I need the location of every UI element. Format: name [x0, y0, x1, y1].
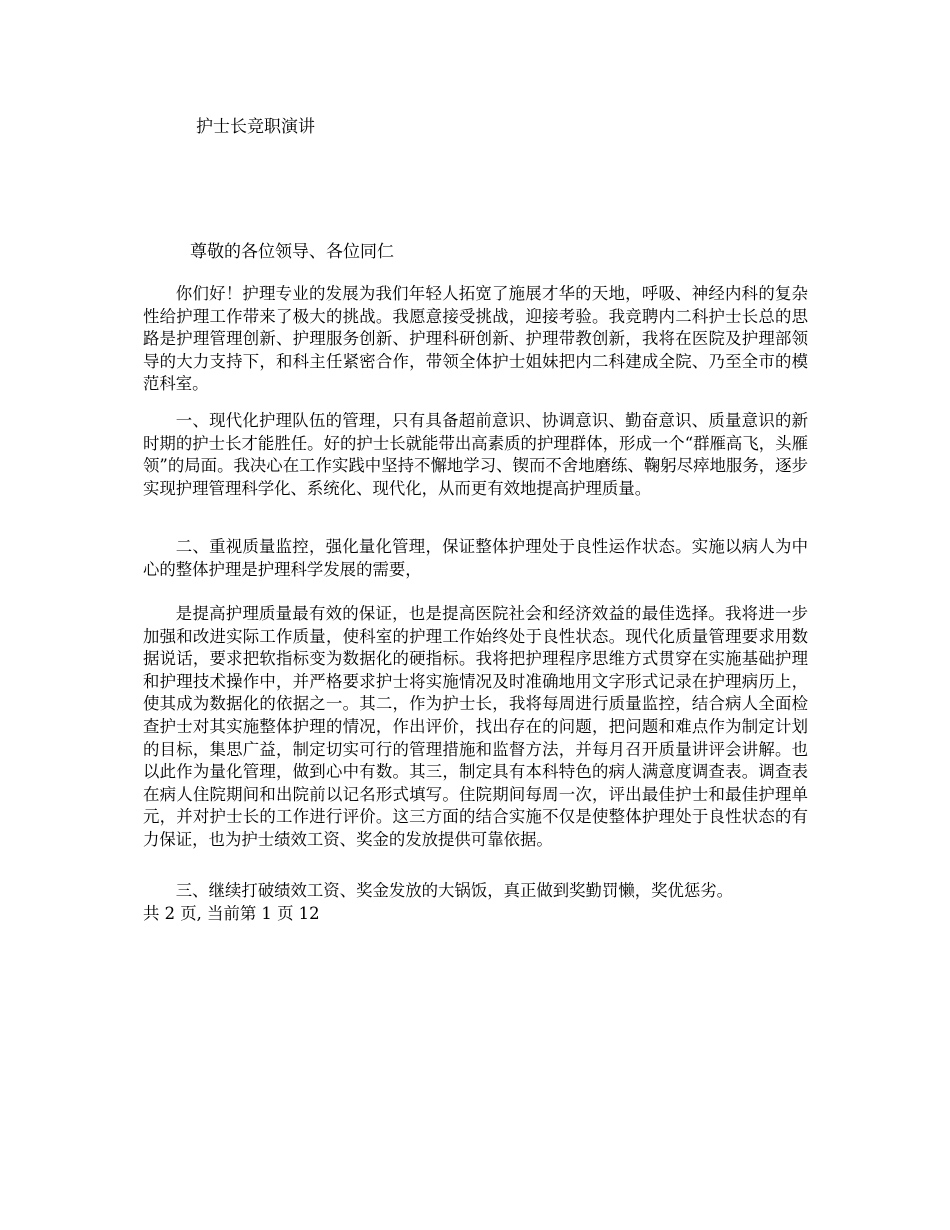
paragraph-quality-details: 是提高护理质量最有效的保证，也是提高医院社会和经济效益的最佳选择。我将进一步加强和改进实际工作质量，使科室的护理工作始终处于良性状态。现代化质量管理要求用数据说话，要求把软指标变为数据化的硬指标。我将把护理程序思维方式贯穿在实施基础护理和护理技术操作中，并严格要求护士将实施情况及时准确地用文字形式记录在护理病历上，使其成为数据化的依据之一。其二，作为护士长，我将每周进行质量监控，结合病人全面检查护士对其实施整体护理的情况，作出评价，找出存在的问题，把问题和难点作为制定计划的目标，集思广益，制定切实可行的管理措施和监督方法，并每月召开质量讲评会讲解。也以此作为量化管理，做到心中有数。其三，制定具有本科特色的病人满意度调查表。调查表在病人住院期间和出院前以记名形式填写。住院期间每周一次，评出最佳护士和最佳护理单元，并对护士长的工作进行评价。这三方面的结合实施不仅是使整体护理处于良性状态的有力保证，也为护士绩效工资、奖金的发放提供可靠依据。	[143, 604, 808, 849]
paragraph-point-one: 一、现代化护理队伍的管理，只有具备超前意识、协调意识、勤奋意识、质量意识的新时期的护士长才能胜任。好的护士长就能带出高素质的护理群体，形成一个“群雁高飞，头雁领”的局面。我决心在工作实践中坚持不懈地学习、锲而不舍地磨练、鞠躬尽瘁地服务，逐步实现护理管理科学化、系统化、现代化，从而更有效地提高护理质量。	[143, 411, 808, 498]
page-footer: 共 2 页, 当前第 1 页 12	[143, 904, 320, 923]
document-title: 护士长竞职演讲	[196, 117, 315, 137]
paragraph-point-three: 三、继续打破绩效工资、奖金发放的大锅饭，真正做到奖勤罚懒，奖优惩劣。	[175, 881, 734, 900]
paragraph-point-two: 二、重视质量监控，强化量化管理，保证整体护理处于良性运作状态。实施以病人为中心的整体护理是护理科学发展的需要，	[143, 537, 808, 579]
salutation: 尊敬的各位领导、各位同仁	[190, 242, 394, 262]
paragraph-intro: 你们好！护理专业的发展为我们年轻人拓宽了施展才华的天地，呼吸、神经内科的复杂性给护理工作带来了极大的挑战。我愿意接受挑战，迎接考验。我竞聘内二科护士长总的思路是护理管理创新、护理服务创新、护理科研创新、护理带教创新，我将在医院及护理部领导的大力支持下，和科主任紧密合作，带领全体护士姐妹把内二科建成全院、乃至全市的模范科室。	[143, 284, 808, 394]
